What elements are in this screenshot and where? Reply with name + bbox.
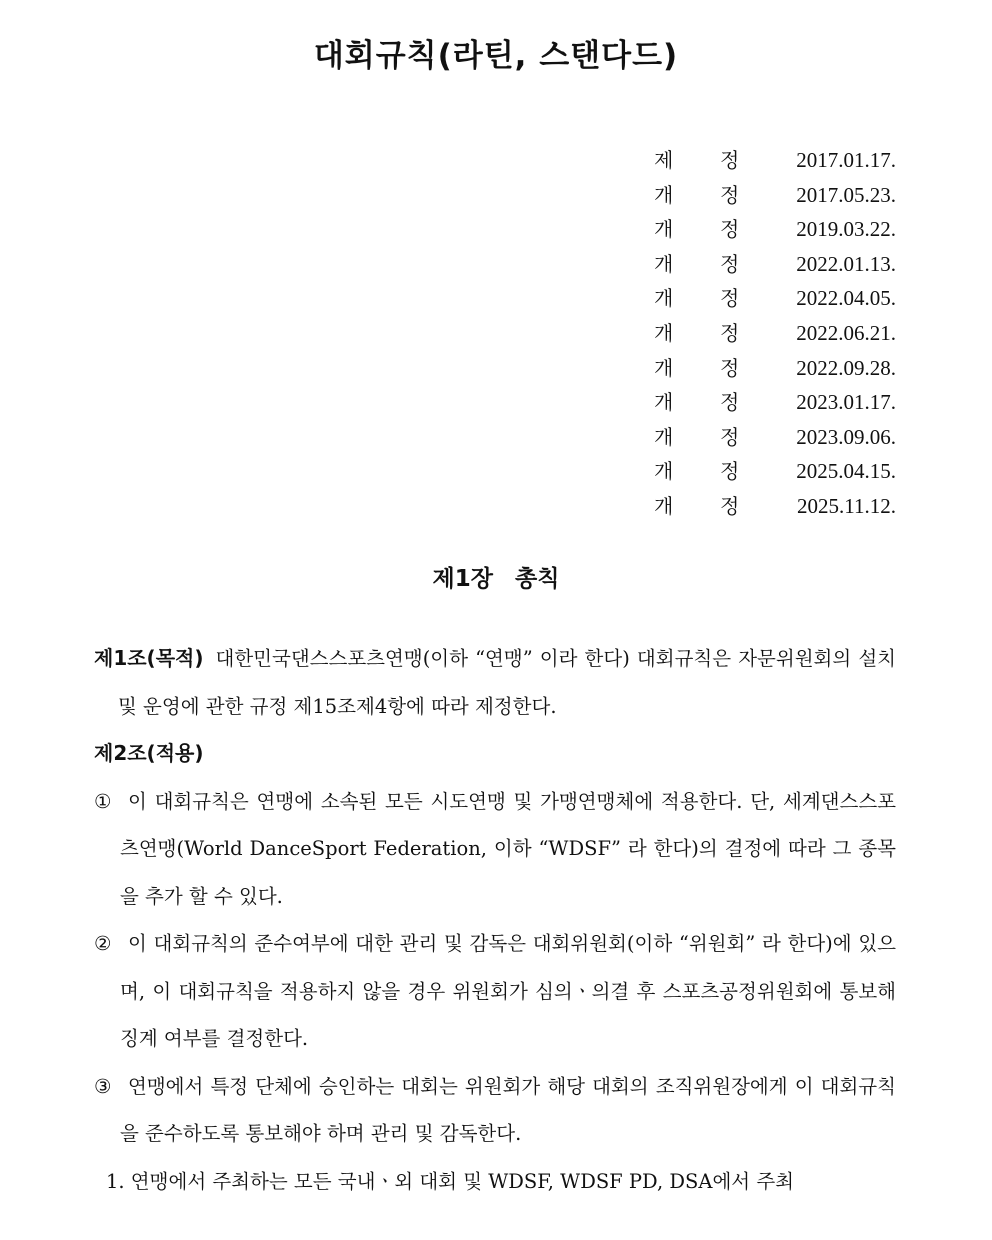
revision-date: 2025.04.15.	[796, 459, 896, 484]
revision-type-2: 정	[720, 286, 740, 311]
item-text: 연맹에서 특정 단체에 승인하는 대회는 위원회가 해당 대회의 조직위원장에게 이 대회규칙을 준수하도록 통보해야 하며 관리 및 감독한다.	[120, 1074, 896, 1145]
document-body	[94, 635, 896, 1205]
item-marker: ②	[94, 932, 112, 955]
revision-row	[650, 489, 900, 524]
revision-row	[650, 385, 900, 420]
revision-type-1: 개	[654, 286, 674, 311]
revision-row	[650, 212, 900, 247]
article-1	[94, 635, 896, 730]
document-title: 대회규칙(라틴, 스탠다드)	[313, 38, 679, 74]
revision-type-1: 개	[654, 320, 674, 345]
revision-type-2: 정	[720, 493, 740, 518]
revision-history	[650, 143, 900, 524]
revision-row	[650, 143, 900, 178]
item-marker: ①	[94, 789, 112, 813]
article-1-text: 대한민국댄스스포츠연맹(이하 “연맹” 이라 한다) 대회규칙은 자문위원회의 설치 및 운영에 관한 규정 제15조제4항에 따라 제정한다.	[118, 647, 896, 718]
item-text: 이 대회규칙은 연맹에 소속된 모든 시도연맹 및 가맹연맹체에 적용한다. 단, 세계댄스스포츠연맹(World DanceSport Federation, 이하 “WDSF” 라 한다)의 결정에 따라 그 종목을 추가 할 수 있다.	[120, 789, 896, 908]
revision-type-2: 정	[720, 320, 740, 345]
article-2-sub-item: 1. 연맹에서 주최하는 모든 국내ㆍ외 대회 및 WDSF, WDSF PD, DSA에서 주최	[106, 1169, 794, 1193]
revision-row	[650, 454, 900, 489]
revision-type-1: 개	[654, 182, 674, 207]
revision-date: 2023.01.17.	[796, 390, 896, 415]
revision-date: 2022.04.05.	[796, 286, 896, 311]
article-2-item	[94, 1063, 896, 1158]
revision-type-1: 개	[654, 493, 674, 518]
revision-type-2: 정	[720, 148, 740, 172]
chapter-heading: 제1장 총칙	[432, 566, 560, 592]
revision-date: 2022.01.13.	[796, 251, 896, 276]
revision-type-2: 정	[720, 355, 740, 380]
revision-row	[650, 420, 900, 455]
revision-row	[650, 178, 900, 213]
revision-date: 2022.09.28.	[796, 355, 896, 380]
item-text: 이 대회규칙의 준수여부에 대한 관리 및 감독은 대회위원회(이하 “위원회” 라 한다)에 있으며, 이 대회규칙을 적용하지 않을 경우 위원회가 심의ㆍ의결 후 스포츠공정위원회에 통보해 징계 여부를 결정한다.	[120, 932, 896, 1050]
revision-date: 2023.09.06.	[796, 424, 896, 449]
article-1-heading: 제1조(목적)	[94, 646, 204, 670]
revision-date: 2019.03.22.	[796, 217, 896, 242]
revision-type-2: 정	[720, 390, 740, 415]
revision-type-1: 제	[654, 148, 674, 172]
revision-type-1: 개	[654, 217, 674, 242]
revision-type-1: 개	[654, 251, 674, 276]
revision-type-2: 정	[720, 424, 740, 449]
revision-date: 2017.01.17.	[796, 148, 896, 172]
revision-type-1: 개	[654, 390, 674, 415]
revision-type-1: 개	[654, 355, 674, 380]
revision-row	[650, 351, 900, 386]
revision-type-2: 정	[720, 251, 740, 276]
article-2-heading: 제2조(적용)	[94, 741, 204, 765]
revision-row	[650, 281, 900, 316]
revision-type-1: 개	[654, 424, 674, 449]
revision-type-1: 개	[654, 459, 674, 484]
revision-date: 2017.05.23.	[796, 182, 896, 207]
revision-type-2: 정	[720, 217, 740, 242]
revision-date: 2022.06.21.	[796, 320, 896, 345]
article-2-item	[94, 778, 896, 921]
revision-date: 2025.11.12.	[797, 493, 896, 518]
item-marker: ③	[94, 1074, 112, 1098]
revision-row	[650, 247, 900, 282]
revision-type-2: 정	[720, 182, 740, 207]
revision-row	[650, 316, 900, 351]
revision-type-2: 정	[720, 459, 740, 484]
article-2-item	[94, 920, 896, 1063]
